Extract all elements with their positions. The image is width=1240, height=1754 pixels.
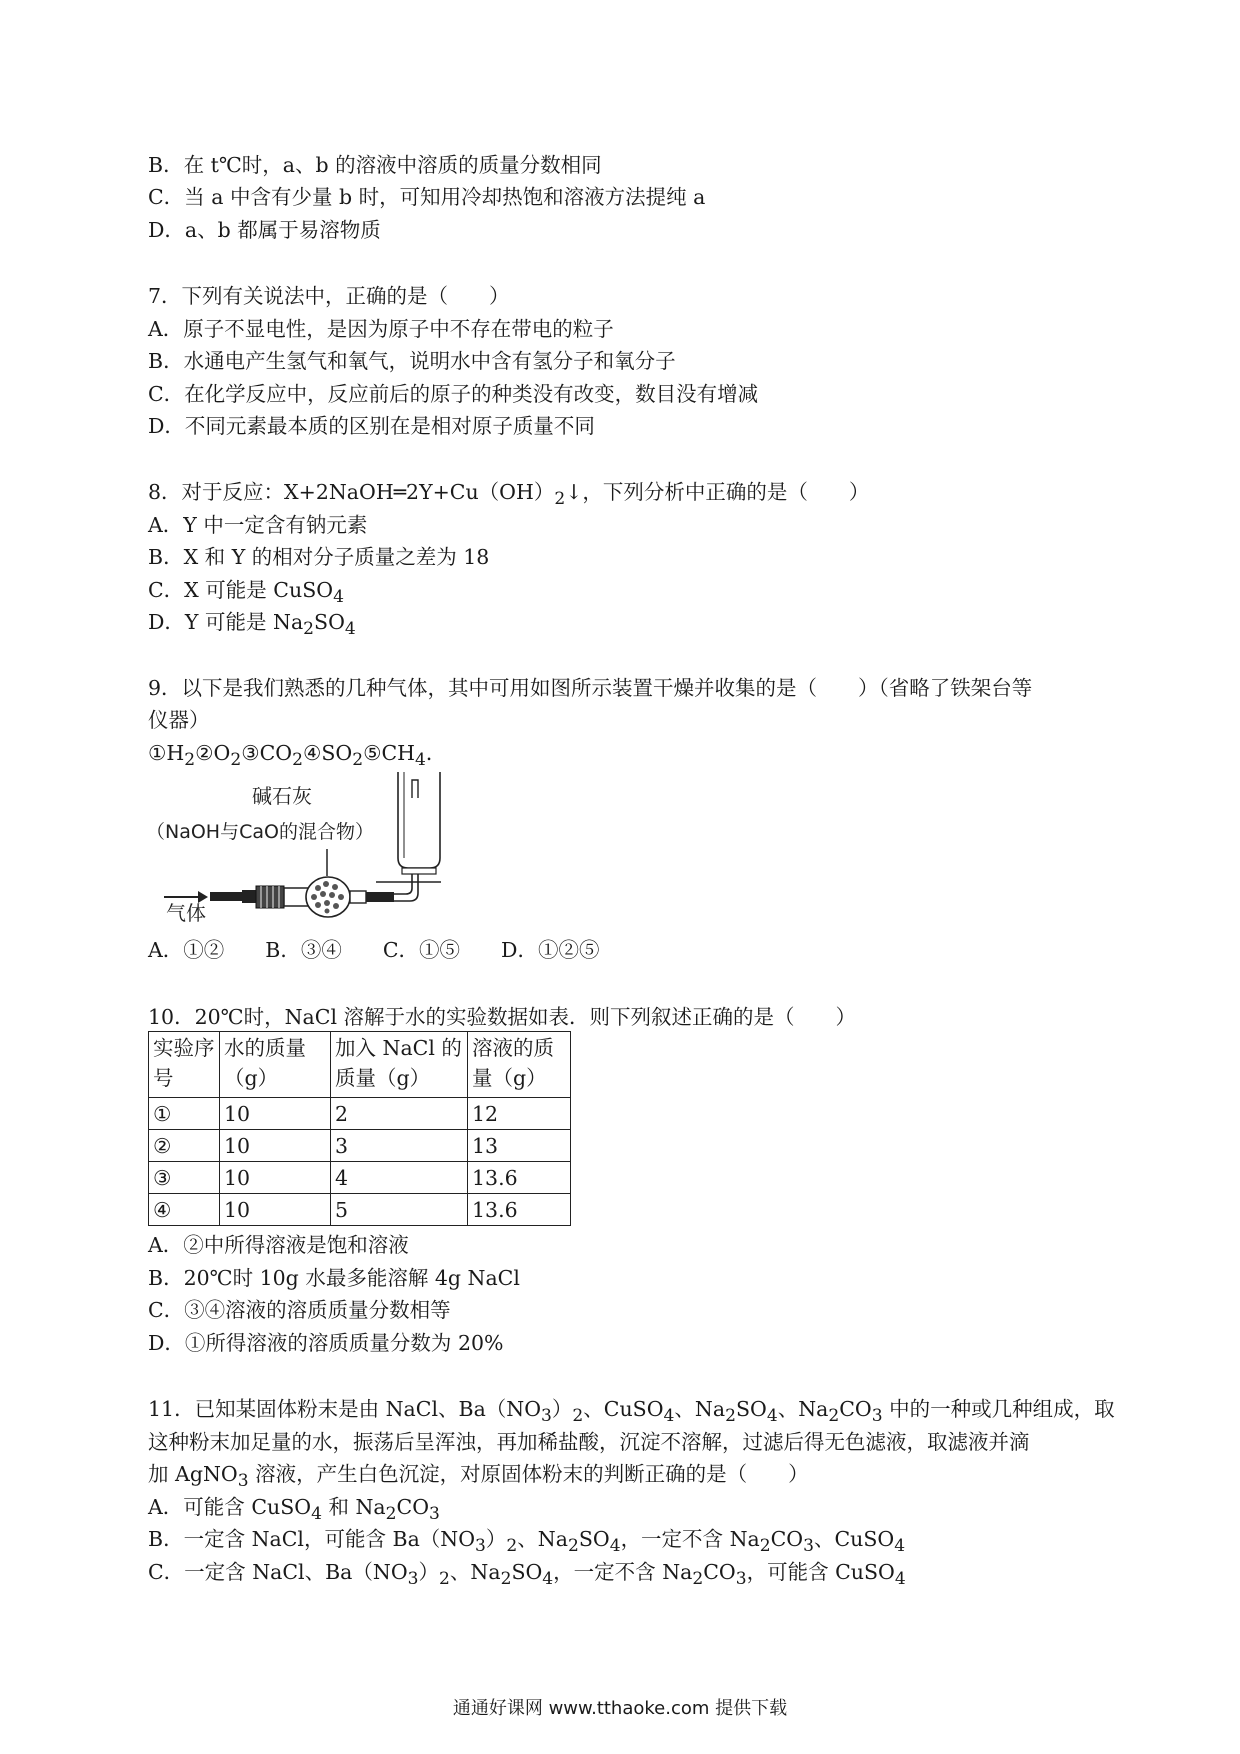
q9-stem-line2: 仪器） (148, 708, 210, 732)
table-cell: ③ (149, 1162, 220, 1194)
table-row (149, 1194, 571, 1226)
figure-label-mixture: （NaOH与CaO的混合物） (146, 821, 374, 843)
figure-label-soda-lime: 碱石灰 (252, 784, 312, 808)
header-cell-experiment-no: 实验序 号 (149, 1032, 220, 1098)
table-cell: 12 (468, 1098, 571, 1130)
header-cell-nacl-mass: 加入 NaCl 的 质量（g） (331, 1032, 468, 1098)
table-cell: 13 (468, 1130, 571, 1162)
q10-stem: 10．20℃时，NaCl 溶解于水的实验数据如表．则下列叙述正确的是（ ） (148, 1005, 857, 1029)
table-row (149, 1162, 571, 1194)
q7-option-c: C．在化学反应中，反应前后的原子的种类没有改变，数目没有增减 (148, 382, 759, 406)
q7-option-b: B．水通电产生氢气和氧气，说明水中含有氢分子和氧分子 (148, 349, 676, 373)
page-footer: 通通好课网 www.tthaoke.com 提供下载 (452, 1698, 788, 1719)
figure-label-gas: 气体 (166, 901, 206, 925)
q11-stem-line3: 加 AgNO$_3$ 溶液，产生白色沉淀，对原固体粉末的判断正确的是（ ） (148, 1462, 809, 1492)
q10-option-c: C．③④溶液的溶质质量分数相等 (148, 1298, 451, 1322)
table-cell: 4 (331, 1162, 468, 1194)
q11-stem-line2: 这种粉末加足量的水，振荡后呈浑浊，再加稀盐酸，沉淀不溶解，过滤后得无色滤液，取滤液并滴 (148, 1430, 1030, 1454)
q9-stem-line1: 9．以下是我们熟悉的几种气体，其中可用如图所示装置干燥并收集的是（ ）（省略了铁架台等 (148, 676, 1033, 700)
experiment-data-table (148, 1031, 571, 1226)
q10-option-d: D．①所得溶液的溶质质量分数为 20% (148, 1331, 504, 1355)
table-header-row (149, 1032, 571, 1098)
drying-apparatus-figure (146, 770, 456, 935)
q8-option-b: B．X 和 Y 的相对分子质量之差为 18 (148, 545, 490, 569)
q7-option-a: A．原子不显电性，是因为原子中不存在带电的粒子 (148, 317, 614, 341)
q7-option-d: D．不同元素最本质的区别在是相对原子质量不同 (148, 414, 595, 438)
table-cell: 10 (220, 1162, 331, 1194)
table-cell: ② (149, 1130, 220, 1162)
q6-option-c: C．当 a 中含有少量 b 时，可知用冷却热饱和溶液方法提纯 a (148, 185, 706, 209)
q11-option-c: C．一定含 NaCl、$Ba(NO_3)_2$、$Na_2SO_4$，一定不含 $Na_2CO_3$，可能含 CuSO$_4$ (148, 1560, 906, 1590)
q6-option-d: D．a、b 都属于易溶物质 (148, 218, 381, 242)
header-cell-water-mass: 水的质量 （g） (220, 1032, 331, 1098)
stopper-left (256, 886, 284, 908)
q8-option-d: D．Y 可能是 $Na_2SO_4$ (148, 610, 356, 640)
q11-option-a: A．可能含 CuSO$_4$ 和 $Na_2CO_3$ (148, 1495, 440, 1525)
table-cell: 10 (220, 1194, 331, 1226)
rubber-tube-left (210, 892, 242, 901)
table-cell: 13.6 (468, 1194, 571, 1226)
table-cell: ① (149, 1098, 220, 1130)
table-cell: 13.6 (468, 1162, 571, 1194)
table-row (149, 1130, 571, 1162)
q8-option-a: A．Y 中一定含有钠元素 (148, 513, 368, 537)
table-cell: ④ (149, 1194, 220, 1226)
q8-stem: 8．对于反应：$X+2NaOH═2Y+Cu(OH)_2↓$，下列分析中正确的是（ ） (148, 480, 870, 510)
table-cell: 10 (220, 1130, 331, 1162)
rubber-tube-right (366, 892, 394, 902)
table-cell: 10 (220, 1098, 331, 1130)
table-row (149, 1098, 571, 1130)
table-cell: 3 (331, 1130, 468, 1162)
table-cell: 2 (331, 1098, 468, 1130)
q10-option-a: A．②中所得溶液是饱和溶液 (148, 1233, 409, 1257)
q9-gas-list: $①H_2②O_2③CO_2④SO_2⑤CH_4$． (148, 741, 447, 771)
q10-option-b: B．20℃时 10g 水最多能溶解 4g NaCl (148, 1266, 520, 1290)
table-cell: 5 (331, 1194, 468, 1226)
q11-option-b: B．一定含 NaCl，可能含 $Ba(NO_3)_2$、$Na_2SO_4$，一定不含 $Na_2CO_3$、CuSO$_4$ (148, 1527, 906, 1557)
q11-stem-line1: 11．已知某固体粉末是由 NaCl、$Ba(NO_3)_2$、CuSO$_4$、$Na_2SO_4$、$Na_2CO_3$ 中的一种或几种组成，取 (148, 1397, 1115, 1427)
q8-option-c: C．X 可能是 CuSO$_4$ (148, 578, 344, 608)
header-cell-solution-mass: 溶液的质 量（g） (468, 1032, 571, 1098)
q7-stem: 7．下列有关说法中，正确的是（ ） (148, 284, 510, 308)
q9-options: A．①② B．③④ C．①⑤ D．①②⑤ (148, 938, 600, 962)
q6-option-b: B．在 t℃时，a、b 的溶液中溶质的质量分数相同 (148, 153, 602, 177)
